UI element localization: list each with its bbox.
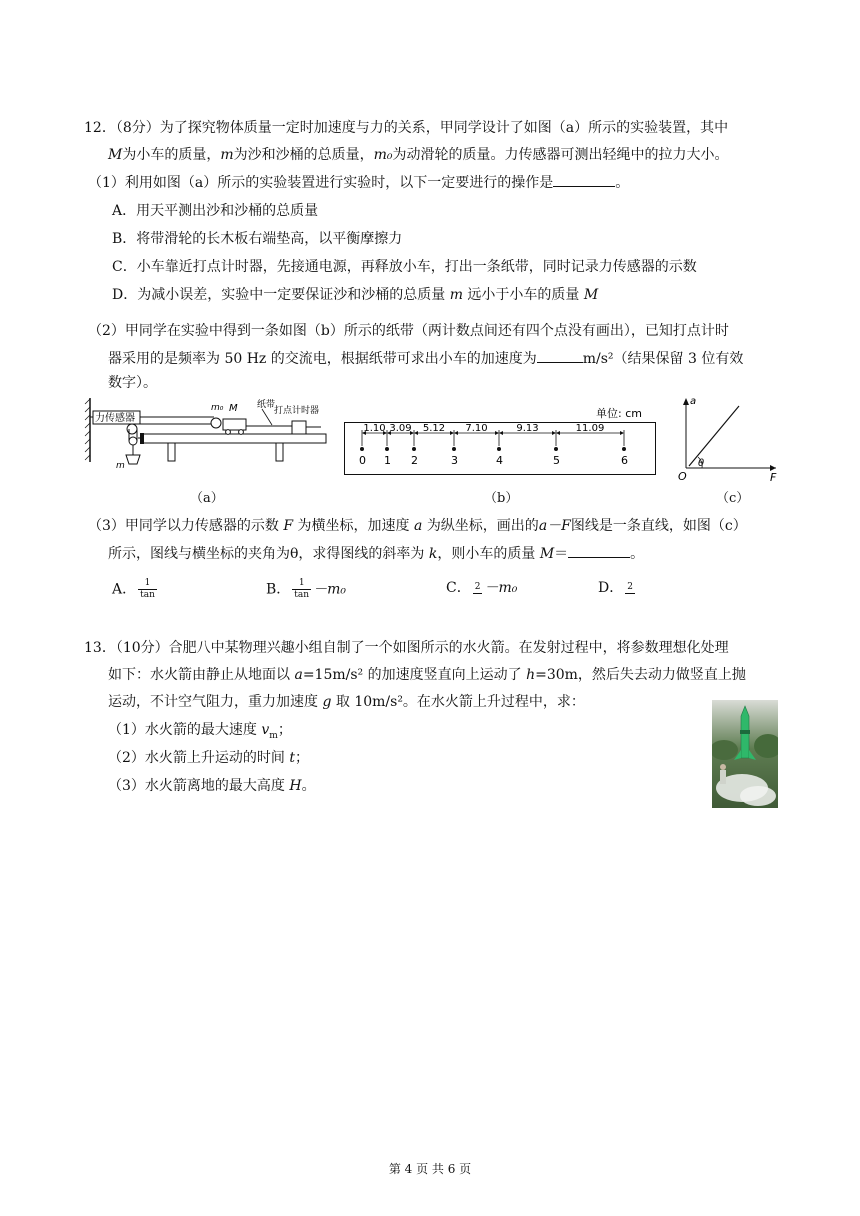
- tape-dot: [622, 447, 626, 451]
- segment-length-label: 11.09: [575, 423, 605, 434]
- tape-dot: [360, 447, 364, 451]
- segment-length-label: 5.12: [422, 423, 446, 434]
- tape-dot: [385, 447, 389, 451]
- figure-b-paper-tape: [344, 404, 656, 476]
- tape-dot: [497, 447, 501, 451]
- figure-b-caption: （b）: [484, 491, 519, 506]
- figure-c-caption: （c）: [716, 491, 750, 506]
- q12-part3-line-2: 所示，图线与横坐标的夹角为θ，求得图线的斜率为 k，则小车的质量 M＝ 。: [108, 543, 644, 564]
- tape-label: 纸带: [257, 400, 276, 410]
- a-f-line: [689, 406, 739, 466]
- q12-part2-line-1: （2）甲同学在实验中得到一条如图（b）所示的纸带（两计数点间还有四个点没有画出），已知打点计时: [88, 323, 729, 339]
- q12-part3-line-1: （3）甲同学以力传感器的示数 F 为横坐标，加速度 a 为纵坐标，画出的a－F图线是一条直线，如图（c）: [88, 518, 747, 534]
- q13-line-3: 运动，不计空气阻力，重力加速度 g 取 10m/s²。在水火箭上升过程中，求：: [108, 694, 585, 710]
- answer-choice-b[interactable]: B． $\frac{1}{\tan}$ －m₀: [266, 578, 346, 600]
- segment-length-label: 3.09: [389, 423, 412, 434]
- answer-blank-1[interactable]: [553, 172, 615, 187]
- timer-label: 打点计时器: [274, 406, 320, 416]
- answer-choice-c[interactable]: C． 2 －m₀: [446, 580, 518, 596]
- y-axis-label: a: [690, 396, 697, 407]
- figure-a-caption: （a）: [190, 491, 224, 506]
- tape-dot: [554, 447, 558, 451]
- answer-choice-a[interactable]: A． $\frac{1}{\tan}$: [112, 578, 155, 600]
- answer-choice-d[interactable]: D． 2: [598, 580, 633, 596]
- cart-mass-label: M: [229, 403, 238, 414]
- force-sensor-label: 力传感器: [95, 413, 135, 424]
- q12-line-1: 12．（8分）为了探究物体质量一定时加速度与力的关系，甲同学设计了如图（a）所示的实验装置，其中: [84, 120, 729, 136]
- water-rocket-photo: [712, 700, 778, 808]
- point-label: 3: [451, 454, 458, 467]
- q12-option-d: D．为减小误差，实验中一定要保证沙和沙桶的总质量 m 远小于小车的质量 M: [112, 287, 599, 303]
- q13-subquestion-3: （3）水火箭离地的最大高度 H。: [108, 778, 316, 794]
- figure-c-a-f-graph: [676, 394, 780, 484]
- segment-length-label: 7.10: [465, 423, 488, 434]
- tape-dot: [412, 447, 416, 451]
- figure-a-apparatus: [76, 396, 332, 476]
- q13-subquestion-1: （1）水火箭的最大速度 $v_m$；: [108, 722, 292, 741]
- unit-label: 单位: cm: [596, 407, 642, 420]
- segment-length-label: 1.10: [363, 423, 386, 434]
- theta-label: θ: [698, 458, 705, 469]
- point-label: 2: [411, 454, 418, 467]
- answer-blank-2[interactable]: [537, 348, 583, 363]
- segment-length-label: 9.13: [516, 423, 539, 434]
- point-label: 5: [553, 454, 560, 467]
- q13-line-1: 13．（10分）合肥八中某物理兴趣小组自制了一个如图所示的水火箭。在发射过程中，将参数理想化处理: [84, 640, 729, 656]
- q12-option-b: B．将带滑轮的长木板右端垫高，以平衡摩擦力: [112, 231, 403, 247]
- q13-line-2: 如下：水火箭由静止从地面以 a=15m/s² 的加速度竖直向上运动了 h=30m，然后失去动力做竖直上抛: [108, 667, 746, 683]
- point-label: 4: [496, 454, 503, 467]
- q12-line-2: M为小车的质量，m为沙和沙桶的总质量，m₀为动滑轮的质量。力传感器可测出轻绳中的拉力大小。: [108, 147, 729, 163]
- origin-label: O: [678, 470, 687, 483]
- x-axis-label: F: [770, 471, 777, 484]
- q12-option-a: A．用天平测出沙和沙桶的总质量: [112, 203, 319, 219]
- point-label: 1: [384, 454, 391, 467]
- q12-option-c: C．小车靠近打点计时器，先接通电源，再释放小车，打出一条纸带，同时记录力传感器的示数: [112, 259, 697, 275]
- q12-part1-question: （1）利用如图（a）所示的实验装置进行实验时，以下一定要进行的操作是 。: [88, 172, 629, 193]
- q12-part2-line-2: 器采用的是频率为 50 Hz 的交流电，根据纸带可求出小车的加速度为 m/s²（结果保留 3 位有效: [108, 348, 743, 369]
- answer-blank-3[interactable]: [568, 543, 630, 558]
- q13-subquestion-2: （2）水火箭上升运动的时间 t；: [108, 750, 310, 766]
- point-label: 6: [621, 454, 628, 467]
- sand-bucket-label: m: [116, 461, 125, 471]
- q12-part2-line-3: 数字）。: [108, 375, 157, 391]
- tape-dot: [452, 447, 456, 451]
- point-label: 0: [359, 454, 366, 467]
- page-footer: 第 4 页 共 6 页: [388, 1162, 472, 1176]
- pulley-mass-label: m₀: [211, 403, 224, 413]
